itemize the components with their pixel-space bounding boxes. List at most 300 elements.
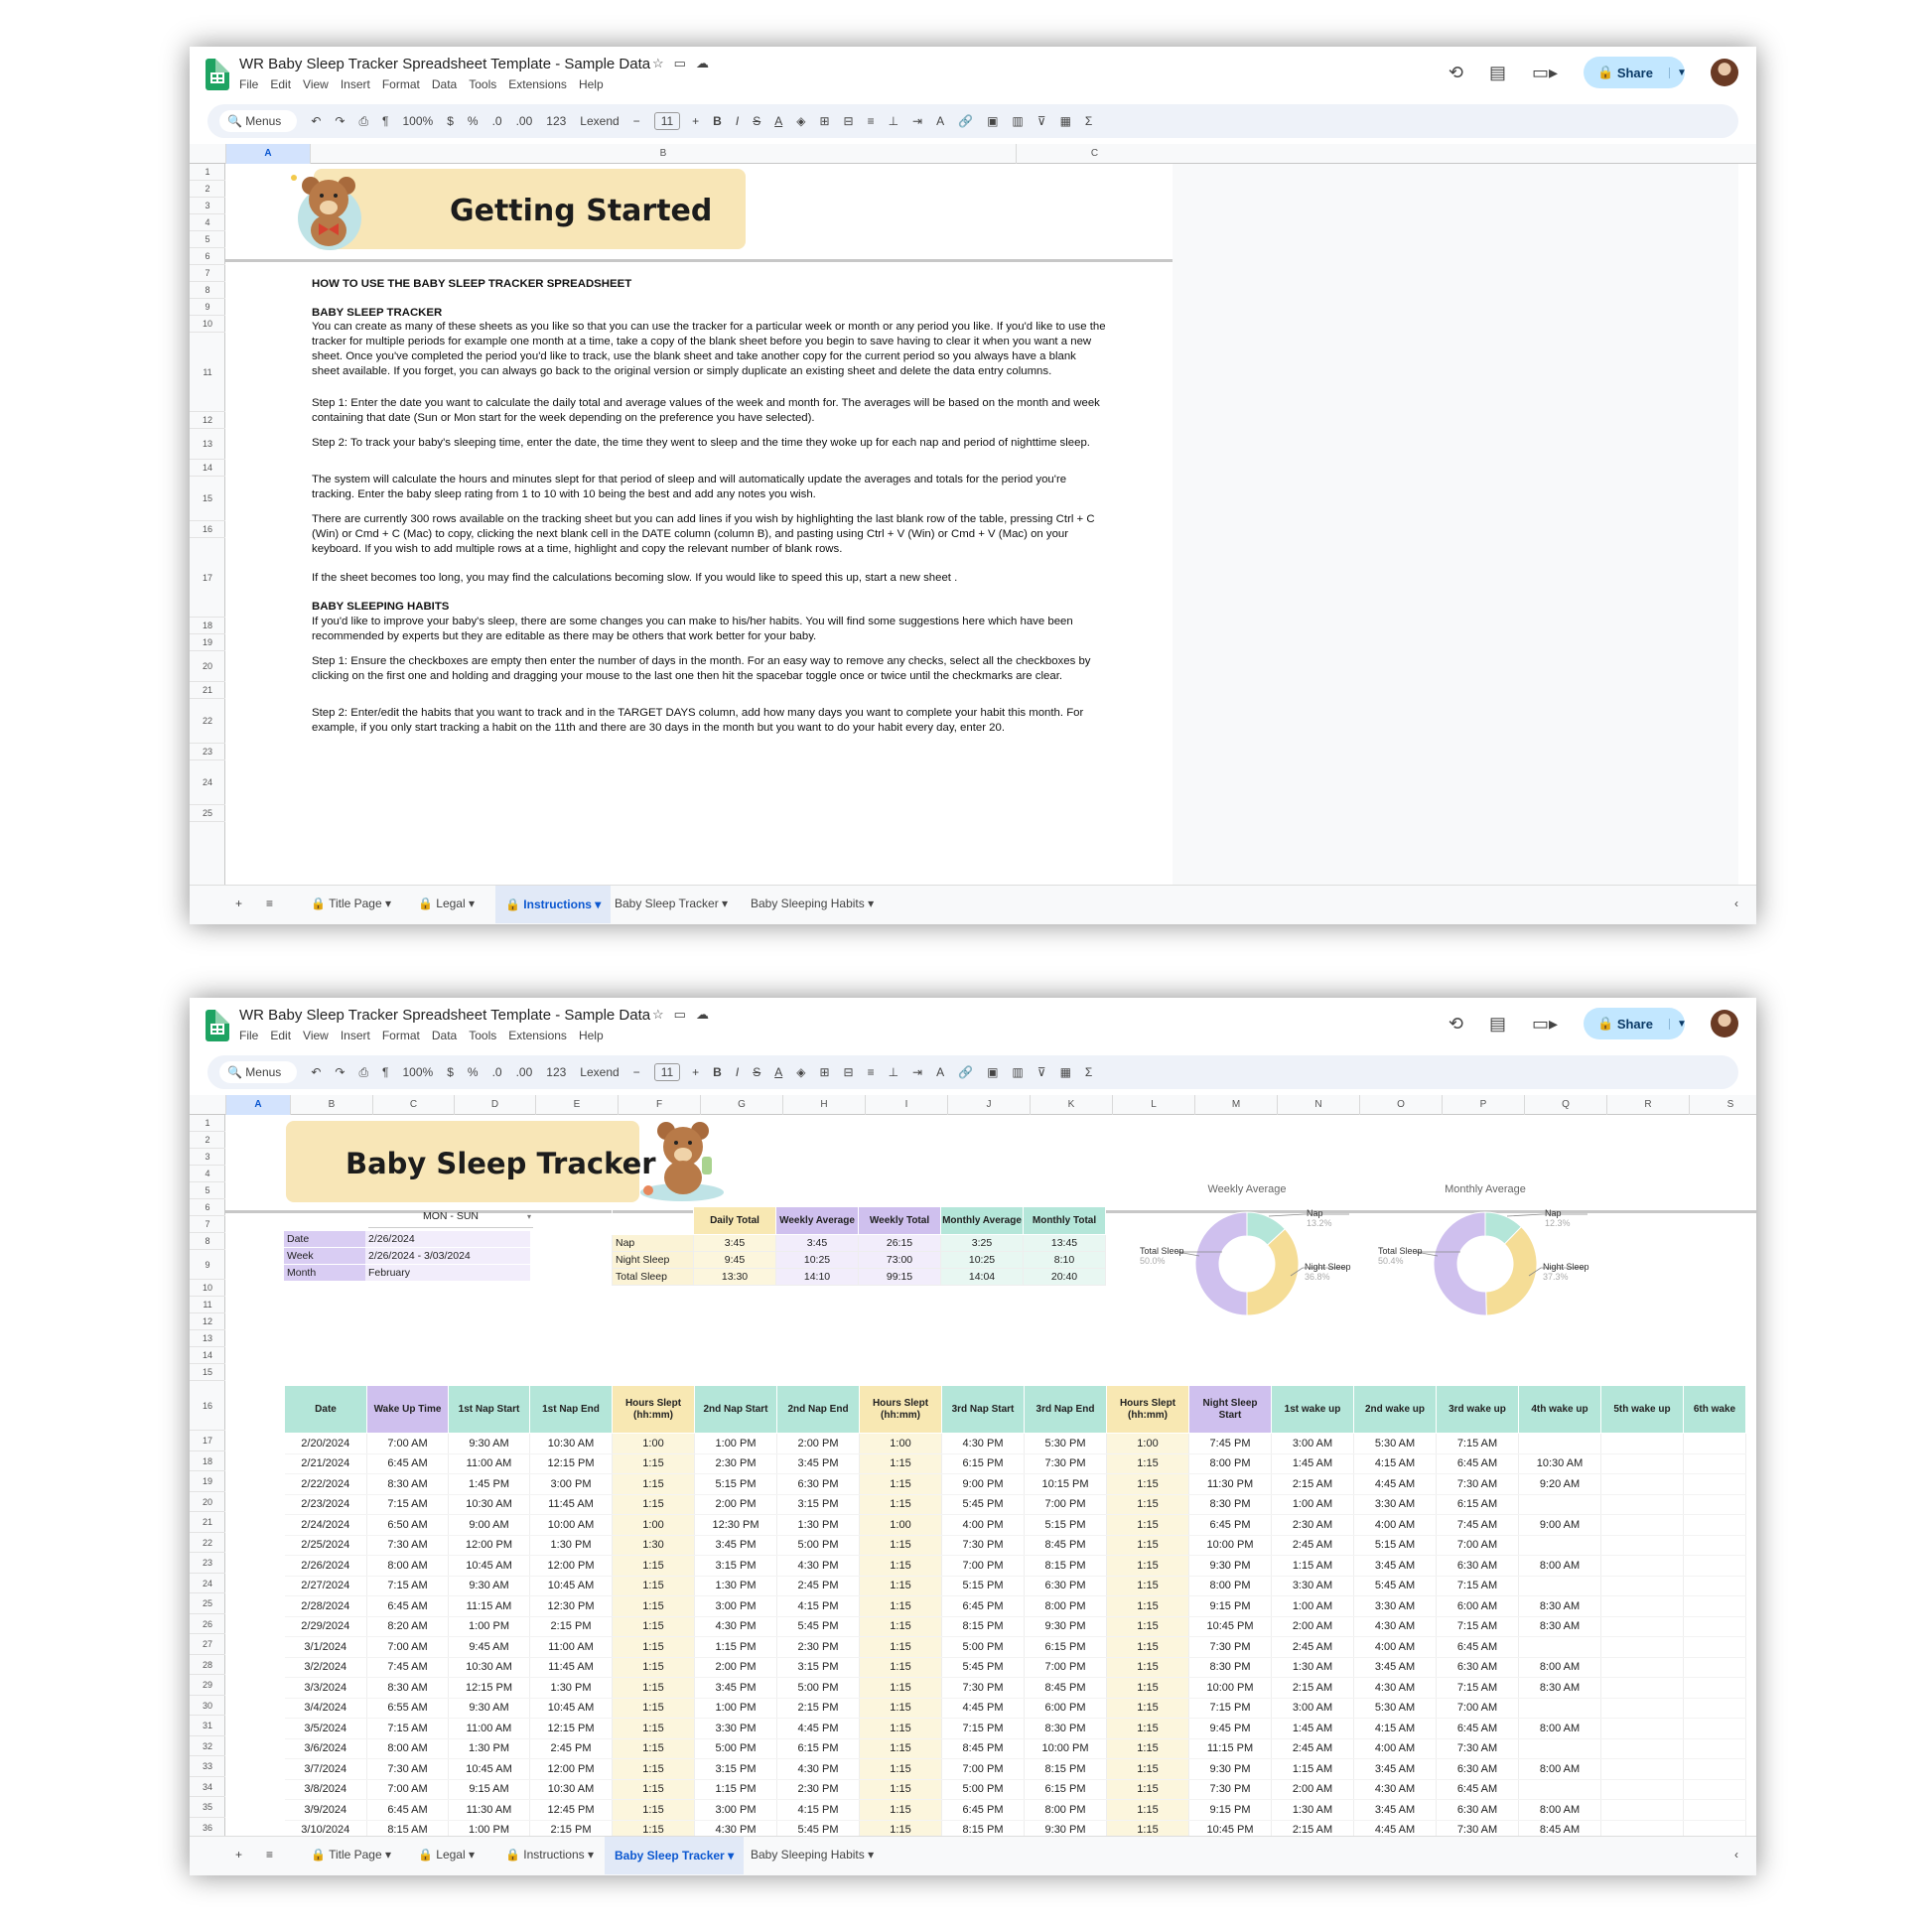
table-cell[interactable]: 10:30 AM [530, 1779, 613, 1800]
table-cell[interactable]: 1:30 PM [449, 1738, 530, 1759]
borders-icon[interactable]: ⊞ [819, 1065, 830, 1079]
col-header-b[interactable]: B [310, 144, 1016, 164]
table-cell[interactable]: 1:15 [613, 1494, 695, 1515]
share-dropdown-icon[interactable]: ▼ [1669, 68, 1687, 78]
row-header[interactable]: 3 [190, 198, 225, 214]
table-cell[interactable]: 1:00 PM [695, 1698, 777, 1719]
table-cell[interactable]: 1:15 [1107, 1453, 1189, 1474]
col-header-q[interactable]: Q [1524, 1095, 1606, 1115]
col-header-c[interactable]: C [1016, 144, 1173, 164]
row-header[interactable]: 35 [190, 1797, 225, 1818]
col-header-d[interactable]: D [454, 1095, 535, 1115]
bold-icon[interactable]: B [713, 1065, 722, 1079]
table-cell[interactable]: 9:00 AM [1519, 1515, 1601, 1536]
sheet-tab-title-page[interactable] [311, 897, 391, 910]
table-cell[interactable] [1684, 1434, 1746, 1454]
table-cell[interactable]: 1:15 [1107, 1556, 1189, 1577]
table-cell[interactable]: 8:45 AM [1519, 1820, 1601, 1841]
table-cell[interactable]: 1:15 [860, 1738, 942, 1759]
col-header-j[interactable]: J [947, 1095, 1030, 1115]
table-cell[interactable]: 1:15 [613, 1556, 695, 1577]
table-cell[interactable] [1519, 1637, 1601, 1658]
table-cell[interactable] [1684, 1719, 1746, 1739]
table-cell[interactable]: 1:00 AM [1272, 1596, 1354, 1617]
menu-edit[interactable]: Edit [270, 77, 292, 91]
table-cell[interactable]: 9:15 PM [1189, 1596, 1272, 1617]
table-cell[interactable] [1601, 1719, 1684, 1739]
table-cell[interactable]: 6:45 AM [1437, 1779, 1519, 1800]
table-cell[interactable]: 1:15 [613, 1637, 695, 1658]
link-icon[interactable]: 🔗 [958, 1065, 974, 1079]
table-cell[interactable]: 1:15 [860, 1820, 942, 1841]
row-header[interactable]: 6 [190, 248, 225, 265]
table-cell[interactable] [1684, 1698, 1746, 1719]
share-button[interactable]: 🔒 Share ▼ [1584, 57, 1685, 88]
table-cell[interactable]: 4:30 PM [777, 1556, 860, 1577]
table-cell[interactable]: 1:15 [860, 1637, 942, 1658]
table-cell[interactable]: 1:15 PM [695, 1637, 777, 1658]
table-cell[interactable]: 6:55 AM [367, 1698, 449, 1719]
table-cell[interactable]: 3:15 PM [695, 1556, 777, 1577]
table-cell[interactable]: 1:30 [613, 1535, 695, 1556]
table-cell[interactable]: 2:00 AM [1272, 1779, 1354, 1800]
table-cell[interactable]: 6:15 PM [942, 1453, 1025, 1474]
table-cell[interactable]: 1:15 [613, 1800, 695, 1821]
table-cell[interactable]: 5:00 PM [777, 1678, 860, 1699]
sheets-logo-icon[interactable] [206, 1010, 229, 1041]
table-cell[interactable] [1601, 1453, 1684, 1474]
font-select[interactable]: Lexend [580, 1065, 620, 1079]
comments-icon[interactable]: ▤ [1488, 1013, 1506, 1034]
table-cell[interactable]: 11:15 PM [1189, 1738, 1272, 1759]
text-color-icon[interactable]: A [774, 114, 783, 128]
row-header[interactable]: 31 [190, 1716, 225, 1736]
comment-icon[interactable]: ▣ [987, 1065, 999, 1079]
table-cell[interactable]: 7:15 AM [1437, 1616, 1519, 1637]
table-cell[interactable] [1684, 1515, 1746, 1536]
row-header[interactable]: 4 [190, 214, 225, 231]
table-cell[interactable]: 10:30 AM [1519, 1453, 1601, 1474]
table-cell[interactable]: 3:45 AM [1354, 1800, 1437, 1821]
row-header[interactable]: 1 [190, 1115, 225, 1132]
table-cell[interactable]: 10:00 PM [1189, 1535, 1272, 1556]
table-cell[interactable]: 8:00 PM [1189, 1576, 1272, 1596]
star-icon[interactable]: ☆ [652, 1007, 674, 1022]
row-header[interactable]: 22 [190, 1533, 225, 1554]
decrease-decimal-button[interactable]: .0 [491, 114, 502, 128]
table-cell[interactable]: 1:15 [860, 1494, 942, 1515]
print-icon[interactable]: ⎙ [358, 1064, 369, 1079]
row-header[interactable]: 5 [190, 1182, 225, 1199]
table-cell[interactable]: 7:30 PM [942, 1535, 1025, 1556]
table-cell[interactable]: 2:15 PM [530, 1616, 613, 1637]
table-cell[interactable]: 8:00 AM [367, 1738, 449, 1759]
font-size-input[interactable]: 11 [654, 112, 680, 130]
table-cell[interactable]: 2/27/2024 [285, 1576, 367, 1596]
increase-decimal-button[interactable]: .00 [515, 1065, 533, 1079]
chevron-down-icon[interactable]: ▾ [718, 897, 729, 910]
share-dropdown-icon[interactable]: ▼ [1669, 1019, 1687, 1030]
redo-icon[interactable]: ↷ [335, 1065, 345, 1079]
table-cell[interactable]: 1:00 [613, 1515, 695, 1536]
move-folder-icon[interactable]: ▭ [673, 1007, 696, 1022]
menu-file[interactable]: File [239, 77, 259, 91]
table-cell[interactable]: 6:30 AM [1437, 1657, 1519, 1678]
table-cell[interactable] [1601, 1738, 1684, 1759]
table-cell[interactable]: 1:15 [1107, 1474, 1189, 1495]
table-cell[interactable]: 1:15 [860, 1616, 942, 1637]
col-header-o[interactable]: O [1359, 1095, 1442, 1115]
row-header[interactable]: 2 [190, 1132, 225, 1149]
table-cell[interactable]: 3:45 AM [1354, 1759, 1437, 1780]
table-cell[interactable]: 1:15 [613, 1719, 695, 1739]
sheet-tab-title-page[interactable] [311, 1848, 391, 1862]
table-cell[interactable]: 1:15 PM [695, 1779, 777, 1800]
functions-icon[interactable]: Σ [1084, 1065, 1093, 1079]
col-header-c[interactable]: C [372, 1095, 454, 1115]
table-cell[interactable]: 3:00 AM [1272, 1434, 1354, 1454]
table-cell[interactable]: 5:15 PM [1025, 1515, 1107, 1536]
filter-icon[interactable]: ⊽ [1036, 114, 1046, 128]
table-cell[interactable]: 11:00 AM [449, 1453, 530, 1474]
document-title[interactable]: WR Baby Sleep Tracker Spreadsheet Template - Sample Data [239, 1007, 651, 1024]
table-cell[interactable]: 2:30 PM [777, 1637, 860, 1658]
table-cell[interactable]: 4:45 PM [777, 1719, 860, 1739]
table-cell[interactable] [1684, 1596, 1746, 1617]
all-sheets-icon[interactable]: ≡ [266, 897, 274, 910]
undo-icon[interactable]: ↶ [311, 114, 322, 128]
table-cell[interactable]: 12:30 PM [695, 1515, 777, 1536]
row-header[interactable]: 24 [190, 760, 225, 805]
table-cell[interactable]: 8:00 AM [1519, 1719, 1601, 1739]
table-cell[interactable]: 6:50 AM [367, 1515, 449, 1536]
table-cell[interactable]: 11:45 AM [530, 1657, 613, 1678]
table-cell[interactable]: 8:45 PM [942, 1738, 1025, 1759]
table-cell[interactable]: 8:15 PM [1025, 1556, 1107, 1577]
table-cell[interactable]: 9:30 AM [449, 1698, 530, 1719]
col-header-s[interactable]: S [1689, 1095, 1771, 1115]
table-cell[interactable]: 1:15 [1107, 1535, 1189, 1556]
table-cell[interactable]: 4:30 AM [1354, 1678, 1437, 1699]
table-cell[interactable]: 5:00 PM [942, 1779, 1025, 1800]
table-cell[interactable]: 2:00 PM [777, 1434, 860, 1454]
row-header[interactable]: 7 [190, 1216, 225, 1233]
menu-insert[interactable]: Insert [340, 77, 370, 91]
table-cell[interactable]: 2:30 AM [1272, 1515, 1354, 1536]
table-cell[interactable]: 7:15 AM [1437, 1576, 1519, 1596]
strikethrough-icon[interactable]: S [753, 1065, 761, 1079]
table-cell[interactable]: 12:00 PM [449, 1535, 530, 1556]
table-cell[interactable]: 1:15 [613, 1678, 695, 1699]
col-header-f[interactable]: F [618, 1095, 700, 1115]
table-cell[interactable]: 10:45 AM [449, 1556, 530, 1577]
row-header[interactable]: 15 [190, 477, 225, 521]
rotate-icon[interactable]: A [936, 1065, 945, 1079]
table-cell[interactable]: 1:15 [1107, 1779, 1189, 1800]
row-header[interactable]: 11 [190, 1297, 225, 1313]
table-cell[interactable]: 1:00 AM [1272, 1494, 1354, 1515]
chart-icon[interactable]: ▥ [1012, 114, 1024, 128]
row-header[interactable]: 36 [190, 1818, 225, 1839]
table-cell[interactable]: 8:00 PM [1025, 1596, 1107, 1617]
table-cell[interactable]: 5:15 PM [942, 1576, 1025, 1596]
table-cell[interactable]: 5:15 AM [1354, 1535, 1437, 1556]
table-cell[interactable]: 1:15 [860, 1759, 942, 1780]
table-cell[interactable]: 9:00 PM [942, 1474, 1025, 1495]
table-cell[interactable]: 6:15 AM [1437, 1494, 1519, 1515]
menu-extensions[interactable]: Extensions [508, 1029, 567, 1042]
row-header[interactable]: 8 [190, 282, 225, 299]
merge-icon[interactable]: ⊟ [843, 114, 854, 128]
table-cell[interactable]: 5:45 PM [942, 1494, 1025, 1515]
table-cell[interactable]: 8:30 PM [1025, 1719, 1107, 1739]
table-cell[interactable]: 6:30 AM [1437, 1556, 1519, 1577]
table-cell[interactable]: 8:45 PM [1025, 1678, 1107, 1699]
row-header[interactable]: 18 [190, 618, 225, 634]
table-cell[interactable]: 1:15 [613, 1738, 695, 1759]
table-cell[interactable]: 1:15 [1107, 1678, 1189, 1699]
chevron-down-icon[interactable]: ▾ [381, 897, 392, 910]
table-cell[interactable]: 7:15 AM [367, 1576, 449, 1596]
undo-icon[interactable]: ↶ [311, 1065, 322, 1079]
table-cell[interactable]: 6:30 PM [1025, 1576, 1107, 1596]
table-cell[interactable]: 1:00 [860, 1434, 942, 1454]
table-cell[interactable] [1684, 1576, 1746, 1596]
row-header[interactable]: 23 [190, 744, 225, 760]
table-cell[interactable]: 8:15 PM [1025, 1759, 1107, 1780]
table-cell[interactable]: 5:00 PM [942, 1637, 1025, 1658]
merge-icon[interactable]: ⊟ [843, 1065, 854, 1079]
row-header[interactable]: 27 [190, 1634, 225, 1655]
table-cell[interactable]: 7:00 PM [1025, 1657, 1107, 1678]
table-cell[interactable]: 1:00 PM [449, 1820, 530, 1841]
table-cell[interactable]: 11:30 PM [1189, 1474, 1272, 1495]
share-button[interactable]: 🔒 Share ▼ [1584, 1008, 1685, 1039]
table-cell[interactable]: 1:15 [860, 1800, 942, 1821]
table-cell[interactable] [1519, 1576, 1601, 1596]
row-header[interactable]: 23 [190, 1553, 225, 1574]
percent-button[interactable]: % [467, 1065, 479, 1079]
filter-icon[interactable]: ⊽ [1036, 1065, 1046, 1079]
table-cell[interactable]: 1:30 AM [1272, 1800, 1354, 1821]
table-cell[interactable] [1519, 1779, 1601, 1800]
table-cell[interactable]: 2/26/2024 [285, 1556, 367, 1577]
search-menus[interactable]: 🔍 Menus [219, 1061, 297, 1083]
table-cell[interactable]: 7:30 AM [1437, 1820, 1519, 1841]
table-cell[interactable] [1601, 1657, 1684, 1678]
date-info-value[interactable]: 2/26/2024 - 3/03/2024 [365, 1248, 530, 1265]
table-cell[interactable]: 4:00 PM [942, 1515, 1025, 1536]
table-cell[interactable]: 3/9/2024 [285, 1800, 367, 1821]
font-size-increase-icon[interactable]: + [692, 114, 700, 128]
table-cell[interactable]: 1:15 [1107, 1637, 1189, 1658]
sheet-tab-baby-sleeping-habits[interactable] [751, 897, 874, 910]
table-cell[interactable]: 1:30 AM [1272, 1657, 1354, 1678]
table-cell[interactable]: 8:15 PM [942, 1820, 1025, 1841]
pie-slice-total-sleep[interactable] [1195, 1212, 1247, 1315]
table-cell[interactable] [1684, 1800, 1746, 1821]
percent-button[interactable]: % [467, 114, 479, 128]
table-cell[interactable]: 7:15 PM [942, 1719, 1025, 1739]
table-cell[interactable] [1519, 1535, 1601, 1556]
table-cell[interactable]: 8:30 PM [1189, 1657, 1272, 1678]
table-cell[interactable]: 2:00 PM [695, 1657, 777, 1678]
col-header-p[interactable]: P [1442, 1095, 1524, 1115]
col-header-b[interactable]: B [290, 1095, 372, 1115]
table-cell[interactable]: 12:00 PM [530, 1759, 613, 1780]
table-cell[interactable]: 2:45 AM [1272, 1738, 1354, 1759]
align-icon[interactable]: ≡ [867, 114, 875, 128]
chevron-down-icon[interactable]: ▾ [465, 897, 476, 910]
table-cell[interactable]: 7:30 AM [367, 1535, 449, 1556]
table-cell[interactable]: 4:00 AM [1354, 1515, 1437, 1536]
table-cell[interactable]: 3/8/2024 [285, 1779, 367, 1800]
table-cell[interactable]: 1:15 [613, 1779, 695, 1800]
wrap-icon[interactable]: ⇥ [912, 114, 923, 128]
table-cell[interactable]: 1:15 [860, 1779, 942, 1800]
table-cell[interactable]: 1:15 [860, 1678, 942, 1699]
filter-views-icon[interactable]: ▦ [1059, 114, 1071, 128]
table-cell[interactable]: 1:15 [1107, 1800, 1189, 1821]
table-cell[interactable] [1519, 1698, 1601, 1719]
table-cell[interactable] [1601, 1779, 1684, 1800]
font-select[interactable]: Lexend [580, 114, 620, 128]
table-cell[interactable]: 9:20 AM [1519, 1474, 1601, 1495]
comment-icon[interactable]: ▣ [987, 114, 999, 128]
table-cell[interactable]: 1:15 AM [1272, 1556, 1354, 1577]
table-cell[interactable]: 7:45 AM [1437, 1515, 1519, 1536]
date-info-value[interactable]: February [365, 1265, 530, 1282]
table-cell[interactable]: 12:15 PM [530, 1719, 613, 1739]
version-history-icon[interactable]: ⟲ [1448, 62, 1463, 82]
sheets-logo-icon[interactable] [206, 59, 229, 90]
row-header[interactable]: 14 [190, 1347, 225, 1364]
table-cell[interactable]: 5:30 AM [1354, 1434, 1437, 1454]
col-header-a[interactable]: A [225, 1095, 290, 1115]
table-cell[interactable]: 8:45 PM [1025, 1535, 1107, 1556]
table-cell[interactable]: 3:45 PM [695, 1678, 777, 1699]
table-cell[interactable]: 1:15 [860, 1556, 942, 1577]
rotate-icon[interactable]: A [936, 114, 945, 128]
table-cell[interactable]: 1:00 [860, 1515, 942, 1536]
table-cell[interactable] [1684, 1678, 1746, 1699]
table-cell[interactable]: 8:00 AM [1519, 1556, 1601, 1577]
table-cell[interactable]: 10:15 PM [1025, 1474, 1107, 1495]
col-header-i[interactable]: I [865, 1095, 947, 1115]
row-header[interactable]: 24 [190, 1574, 225, 1594]
font-size-decrease-icon[interactable]: − [632, 114, 640, 128]
table-cell[interactable]: 5:15 PM [695, 1474, 777, 1495]
row-header[interactable]: 8 [190, 1233, 225, 1250]
table-cell[interactable]: 8:00 AM [1519, 1657, 1601, 1678]
table-cell[interactable] [1601, 1535, 1684, 1556]
table-cell[interactable]: 3/1/2024 [285, 1637, 367, 1658]
table-cell[interactable]: 5:00 PM [695, 1738, 777, 1759]
table-cell[interactable]: 7:15 PM [1189, 1698, 1272, 1719]
star-icon[interactable]: ☆ [652, 56, 674, 70]
sheet-tab-baby-sleep-tracker[interactable] [615, 897, 728, 910]
table-cell[interactable]: 10:30 AM [449, 1657, 530, 1678]
table-cell[interactable]: 1:15 [1107, 1657, 1189, 1678]
font-size-decrease-icon[interactable]: − [632, 1065, 640, 1079]
table-cell[interactable]: 9:15 PM [1189, 1800, 1272, 1821]
table-cell[interactable]: 1:30 PM [530, 1678, 613, 1699]
table-cell[interactable]: 8:30 AM [1519, 1616, 1601, 1637]
filter-views-icon[interactable]: ▦ [1059, 1065, 1071, 1079]
table-cell[interactable]: 3:45 AM [1354, 1556, 1437, 1577]
table-cell[interactable]: 2:45 PM [530, 1738, 613, 1759]
move-folder-icon[interactable]: ▭ [673, 56, 696, 70]
row-header[interactable]: 20 [190, 651, 225, 682]
table-cell[interactable]: 3:15 PM [777, 1657, 860, 1678]
menu-help[interactable]: Help [578, 1029, 604, 1042]
menu-data[interactable]: Data [431, 77, 458, 91]
table-cell[interactable]: 3:45 PM [695, 1535, 777, 1556]
table-cell[interactable]: 1:15 [1107, 1616, 1189, 1637]
table-cell[interactable]: 1:15 [1107, 1759, 1189, 1780]
table-cell[interactable]: 4:30 PM [942, 1434, 1025, 1454]
table-cell[interactable]: 3/2/2024 [285, 1657, 367, 1678]
table-cell[interactable]: 2:30 PM [777, 1779, 860, 1800]
table-cell[interactable]: 1:15 [860, 1719, 942, 1739]
table-cell[interactable]: 3:30 PM [695, 1719, 777, 1739]
table-cell[interactable]: 5:45 PM [942, 1657, 1025, 1678]
col-header-a[interactable]: A [225, 144, 310, 164]
table-cell[interactable]: 6:30 AM [1437, 1759, 1519, 1780]
table-cell[interactable]: 7:30 PM [1025, 1453, 1107, 1474]
avatar[interactable] [1711, 59, 1738, 86]
row-header[interactable]: 29 [190, 1675, 225, 1696]
table-cell[interactable] [1519, 1434, 1601, 1454]
table-cell[interactable]: 4:30 PM [777, 1759, 860, 1780]
table-cell[interactable]: 1:45 AM [1272, 1453, 1354, 1474]
col-header-k[interactable]: K [1030, 1095, 1112, 1115]
sheet-tab-legal[interactable] [418, 1848, 475, 1862]
table-cell[interactable]: 7:00 PM [942, 1556, 1025, 1577]
table-cell[interactable]: 9:30 AM [449, 1576, 530, 1596]
row-header[interactable]: 26 [190, 1614, 225, 1635]
table-cell[interactable]: 5:45 AM [1354, 1576, 1437, 1596]
row-header[interactable]: 13 [190, 429, 225, 460]
menu-view[interactable]: View [303, 1029, 329, 1042]
table-cell[interactable]: 2/22/2024 [285, 1474, 367, 1495]
table-cell[interactable]: 8:30 AM [367, 1678, 449, 1699]
row-header[interactable]: 20 [190, 1492, 225, 1513]
table-cell[interactable]: 11:15 AM [449, 1596, 530, 1617]
table-cell[interactable]: 11:00 AM [530, 1637, 613, 1658]
table-cell[interactable]: 7:00 PM [1025, 1494, 1107, 1515]
table-cell[interactable]: 4:30 AM [1354, 1779, 1437, 1800]
table-cell[interactable]: 3:00 PM [695, 1800, 777, 1821]
add-sheet-icon[interactable]: + [235, 1848, 243, 1862]
table-cell[interactable]: 1:15 [613, 1474, 695, 1495]
row-header[interactable]: 6 [190, 1199, 225, 1216]
table-cell[interactable]: 10:45 AM [530, 1698, 613, 1719]
table-cell[interactable]: 3:00 PM [695, 1596, 777, 1617]
table-cell[interactable]: 1:00 PM [449, 1616, 530, 1637]
table-cell[interactable]: 8:30 AM [367, 1474, 449, 1495]
table-cell[interactable]: 5:45 PM [777, 1616, 860, 1637]
row-header[interactable]: 2 [190, 181, 225, 198]
table-cell[interactable]: 7:00 AM [1437, 1698, 1519, 1719]
table-cell[interactable]: 2:15 PM [530, 1820, 613, 1841]
table-cell[interactable]: 1:15 [613, 1820, 695, 1841]
table-cell[interactable]: 8:00 AM [1519, 1800, 1601, 1821]
table-cell[interactable]: 1:15 [1107, 1576, 1189, 1596]
table-cell[interactable]: 6:45 PM [942, 1800, 1025, 1821]
row-header[interactable]: 10 [190, 1280, 225, 1297]
table-cell[interactable]: 12:00 PM [530, 1556, 613, 1577]
